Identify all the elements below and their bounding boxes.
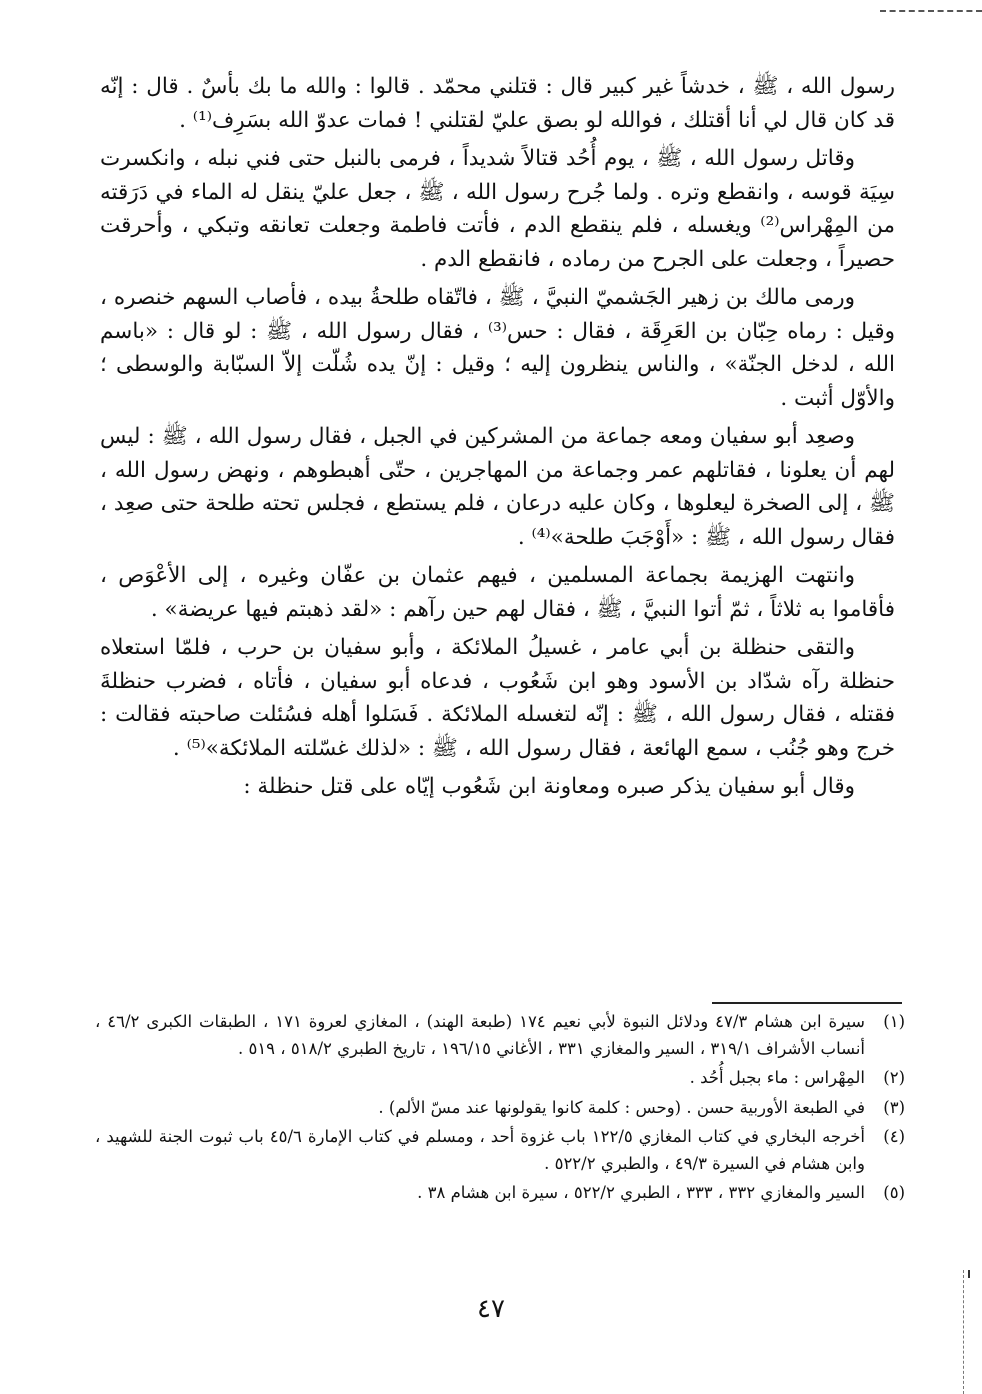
footnotes	[95, 1009, 905, 1210]
footnote-number: (١)	[883, 1012, 905, 1031]
right-dashed-rule	[963, 1270, 964, 1394]
footnote	[95, 1124, 905, 1177]
footnote-number: (٢)	[883, 1068, 905, 1087]
footnote-number: (٥)	[883, 1183, 905, 1202]
footnote	[95, 1065, 905, 1092]
footnote-text: في الطبعة الأوربية حسن . (وحس : كلمة كانوا يقولونها عند مسّ الألم) .	[378, 1097, 865, 1117]
paragraph: وانتهت الهزيمة بجماعة المسلمين ، فيهم عثمان بن عفّان وغيره ، إلى الأعْوَص ، فأقاموا به ثلاثاً ، ثمّ أتوا النبيَّ ، ﷺ ، فقال لهم حين رآهم : «لقد ذهبتم فيها عريضة» .	[100, 563, 895, 622]
paragraph: رسول الله ، ﷺ ، خدشاً غير كبير قال : قتلني محمّد . قالوا : والله ما بك بأسٌ . قال : إنّه قد كان قال لي أنا أقتلك ، فوالله لو بصق عليّ لقتلني ! فمات عدوّ الله بسَرِف⁽¹⁾ .	[100, 74, 895, 133]
margin-mark	[968, 1270, 970, 1278]
paragraph: والتقى حنظلة بن أبي عامر ، غسيلُ الملائكة ، وأبو سفيان بن حرب ، فلمّا استعلاه حنظلة رآه شدّاد بن الأسود وهو ابن شَعُوب ، فدعاه أبو سفيان ، فأتاه ، فضرب حنظلةَ فقتله ، فقال رسول الله ، ﷺ : إنّه لتغسله الملائكة . فَسَلوا أهله فسُئلت صاحبته فقالت : خرج وهو جُنُب ، سمع الهائعة ، فقال رسول الله ، ﷺ : «لذلك غسّلته الملائكة»⁽⁵⁾ .	[100, 635, 895, 761]
paragraph: وقاتل رسول الله ، ﷺ ، يوم أُحُد قتالاً شديداً ، فرمى بالنبل حتى فني نبله ، وانكسرت سِيَة قوسه ، وانقطع وتره . ولما جُرح رسول الله ، ﷺ ، جعل عليّ ينقل له الماء في دَرَقته من المِهْراس⁽²⁾ ويغسله ، فلم ينقطع الدم ، فأتت فاطمة وجعلت تعانقه وتبكي ، وأحرقت حصيراً ، وجعلت على الجرح من رماده ، فانقطع الدم .	[100, 146, 895, 272]
paragraph: وقال أبو سفيان يذكر صبره ومعاونة ابن شَعُوب إيّاه على قتل حنظلة :	[243, 774, 855, 799]
footnote-text: السير والمغازي ٣٣٢ ، ٣٣٣ ، الطبري ٥٢٢/٢ ، سيرة ابن هشام ٣٨ .	[417, 1183, 865, 1202]
main-text	[100, 70, 895, 809]
footnote-text: المِهْراس : ماء بجبل أُحُد .	[689, 1068, 865, 1087]
footnote-text: سيرة ابن هشام ٤٧/٣ ودلائل النبوة لأبي نعيم ١٧٤ (طبعة الهند) ، المغازي لعروة ١٧١ ، الطبقات الكبرى ٤٦/٢ ، أنساب الأشراف ٣١٩/١ ، السير والمغازي ٣٣١ ، الأغاني ١٩٦/١٥ ، تاريخ الطبري ٥١٨/٢ ، ٥١٩ .	[95, 1012, 866, 1058]
paragraph: ورمى مالك بن زهير الجَشميّ النبيَّ ، ﷺ ، فاتّقاه طلحةُ بيده ، فأصاب السهم خنصره ، وقيل : رماه حِبّان بن العَرِقَة ، فقال : حس⁽³⁾ ، فقال رسول الله ، ﷺ : لو قال : «باسم الله ، لدخل الجنّة» ، والناس ينظرون إليه ؛ وقيل : إنّ يده شُلّت إلاّ السبّابة والوسطى ؛ والأوّل أثبت .	[100, 285, 895, 411]
top-dashed-rule	[880, 10, 982, 12]
footnote-text: أخرجه البخاري في كتاب المغازي ١٢٢/٥ باب غزوة أحد ، ومسلم في كتاب الإمارة ٤٥/٦ باب ثبوت الجنة للشهيد ، وابن هشام في السيرة ٤٩/٣ ، والطبري ٥٢٢/٢ .	[95, 1127, 866, 1173]
footnote-separator	[712, 1002, 902, 1004]
footnote-number: (٣)	[883, 1097, 905, 1117]
page-number: ٤٧	[477, 1294, 505, 1324]
footnote	[95, 1009, 905, 1062]
footnote	[95, 1095, 905, 1122]
footnote-number: (٤)	[883, 1127, 905, 1146]
footnote	[95, 1180, 905, 1207]
paragraph: وصعِد أبو سفيان ومعه جماعة من المشركين في الجبل ، فقال رسول الله ، ﷺ : ليس لهم أن يعلونا ، فقاتلهم عمر وجماعة من المهاجرين ، حتّى أهبطوهم ، ونهض رسول الله ، ﷺ ، إلى الصخرة ليعلوها ، وكان عليه درعان ، فلم يستطع ، فجلس تحته طلحة حتى صعِد ، فقال رسول الله ، ﷺ : «أَوْجَبَ طلحة»⁽⁴⁾ .	[100, 424, 895, 550]
